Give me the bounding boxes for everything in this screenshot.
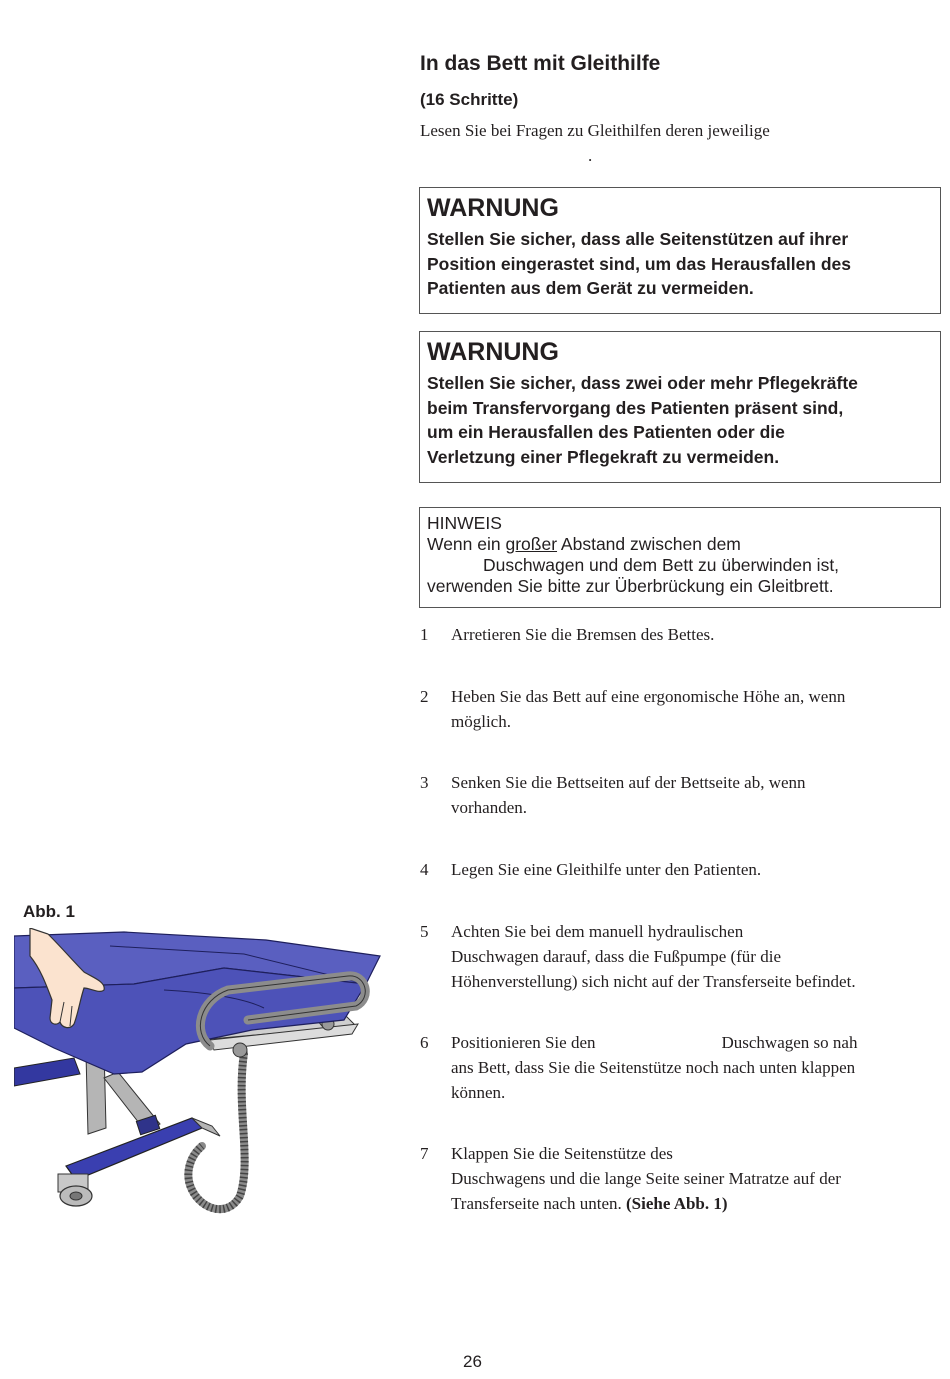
trolley-base-bar	[66, 1118, 202, 1180]
step-text-line: Klappen Sie die Seitenstütze des	[451, 1144, 673, 1163]
warning-box-2	[419, 331, 941, 483]
step-text-line: vorhanden.	[451, 798, 528, 817]
note-box	[419, 507, 941, 608]
step-number: 1	[420, 625, 429, 644]
warning-heading: WARNUNG	[427, 194, 559, 222]
step-number: 7	[420, 1144, 429, 1163]
figure-label: Abb. 1	[23, 902, 75, 921]
note-line-2: Duschwagen und dem Bett zu überwinden ist,	[483, 555, 840, 575]
warning-text-line: Stellen Sie sicher, dass zwei oder mehr Pflegekräfte	[427, 373, 858, 393]
intro-text-line-1: Lesen Sie bei Fragen zu Gleithilfen deren jeweilige	[420, 121, 770, 140]
note-line-1: Wenn ein großer Abstand zwischen dem	[427, 534, 741, 554]
warning-text-line: Patienten aus dem Gerät zu vermeiden.	[427, 278, 754, 298]
warning-text-line: Position eingerastet sind, um das Herausfallen des	[427, 253, 852, 274]
page-number: 26	[463, 1352, 482, 1371]
page-title: In das Bett mit Gleithilfe	[420, 52, 661, 75]
step-text-line: Positionieren Sie den Duschwagen so nah	[451, 1033, 858, 1052]
shower-trolley-illustration	[14, 928, 386, 1218]
warning-text-line: Stellen Sie sicher, dass alle Seitenstützen auf ihrer	[427, 229, 849, 249]
intro-text-line-2: .	[588, 146, 593, 165]
trolley-side-bar	[14, 1058, 80, 1086]
warning-box-1	[419, 187, 941, 314]
warning-text	[427, 371, 933, 469]
step-text-line: können.	[451, 1083, 506, 1102]
step-text-line: Arretieren Sie die Bremsen des Bettes.	[451, 625, 715, 644]
warning-text-line: Verletzung einer Pflegekraft zu vermeiden.	[427, 446, 780, 467]
step-number: 6	[420, 1033, 429, 1052]
step-number: 5	[420, 922, 429, 941]
warning-heading: WARNUNG	[427, 338, 559, 366]
step-text-line: Duschwagen darauf, dass die Fußpumpe (für die	[451, 947, 781, 966]
step-number: 2	[420, 687, 429, 706]
step-text-line: Transferseite nach unten. (Siehe Abb. 1)	[451, 1194, 728, 1213]
underlined-word: großer	[505, 534, 558, 554]
warning-text	[427, 227, 933, 301]
step-text-line: ans Bett, dass Sie die Seitenstütze noch nach unten klappen	[451, 1058, 856, 1077]
step-text-line: möglich.	[451, 712, 511, 731]
step-count-subtitle: (16 Schritte)	[420, 90, 519, 109]
note-heading: HINWEIS	[427, 513, 502, 533]
step-text-line: Legen Sie eine Gleithilfe unter den Patienten.	[451, 860, 762, 879]
note-line-3: verwenden Sie bitte zur Überbrückung ein Gleitbrett.	[427, 576, 834, 596]
step-text-line: Heben Sie das Bett auf eine ergonomische Höhe an, wenn	[451, 687, 846, 706]
step-text-line: Höhenverstellung) sich nicht auf der Transferseite befindet.	[451, 972, 856, 991]
step-number: 4	[420, 860, 429, 879]
step-number: 3	[420, 773, 429, 792]
step-text-line: Achten Sie bei dem manuell hydraulischen	[451, 922, 744, 941]
warning-text-line: beim Transfervorgang des Patienten präsent sind,	[427, 397, 844, 418]
warning-text-line: um ein Herausfallen des Patienten oder die	[427, 422, 785, 442]
figure-reference: (Siehe Abb. 1)	[626, 1194, 728, 1213]
step-text-line: Duschwagens und die lange Seite seiner Matratze auf der	[451, 1169, 841, 1188]
step-text-line: Senken Sie die Bettseiten auf der Bettseite ab, wenn	[451, 773, 806, 792]
